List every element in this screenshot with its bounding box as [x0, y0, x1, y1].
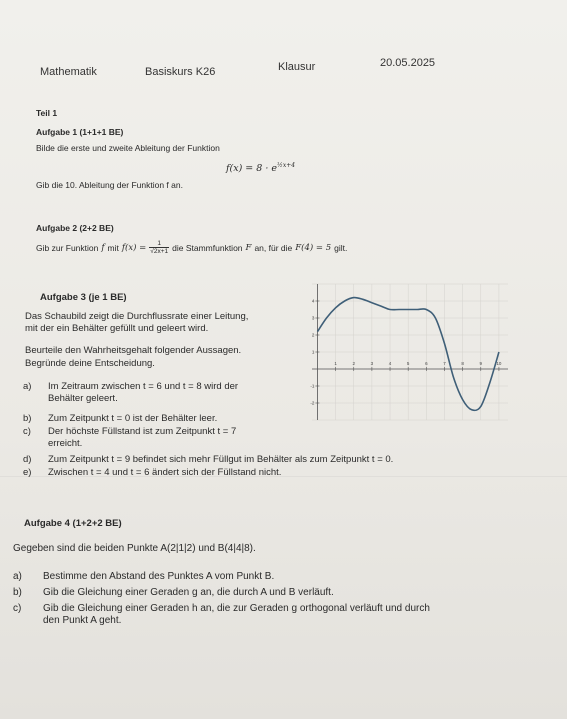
aufgabe2-title: Aufgabe 2 (2+2 BE) [36, 223, 114, 233]
x-tick-label: 7 [443, 361, 446, 366]
aufgabe3-item-label: d) [23, 454, 32, 465]
aufgabe3-item-text: Zwischen t = 4 und t = 6 ändert sich der Füllstand nicht. [48, 467, 282, 478]
aufgabe3-item-text: Zum Zeitpunkt t = 0 ist der Behälter leer. [48, 413, 218, 424]
aufgabe3-item-text: Der höchste Füllstand ist zum Zeitpunkt t = 7 [48, 426, 237, 437]
aufgabe3-intro1: Das Schaubild zeigt die Durchflussrate einer Leitung, [25, 311, 249, 322]
flow-rate-chart [300, 280, 520, 425]
aufgabe3-item-text: erreicht. [48, 438, 83, 449]
x-tick-label: 6 [425, 361, 428, 366]
aufgabe3-task2: Begründe deine Entscheidung. [25, 358, 155, 369]
x-tick-label: 10 [496, 361, 502, 366]
x-tick-label: 2 [352, 361, 355, 366]
aufgabe3-item-label: e) [23, 467, 32, 478]
aufgabe3-task1: Beurteile den Wahrheitsgehalt folgender Aussagen. [25, 345, 242, 356]
aufgabe3-item-label: b) [23, 413, 32, 424]
y-tick-label: 1 [311, 349, 315, 355]
aufgabe4-item-text: Bestimme den Abstand des Punktes A vom Punkt B. [43, 571, 275, 582]
aufgabe3-item-text: Zum Zeitpunkt t = 9 befindet sich mehr Füllgut im Behälter als zum Zeitpunkt t = 0. [48, 454, 394, 465]
x-tick-label: 3 [370, 361, 374, 366]
aufgabe4-item-label: c) [13, 603, 22, 614]
aufgabe3-intro2: mit der ein Behälter gefüllt und geleert wird. [25, 323, 209, 334]
aufgabe2-text: Gib zur Funktion f mit f(x) = $\frac{1}{√2x+1}$ die Stammfunktion F an, für die F(4) = 5 gilt. [36, 240, 348, 255]
header-course: Basiskurs K26 [145, 66, 216, 78]
y-tick-label: 2 [311, 332, 315, 338]
aufgabe4-item-label: b) [13, 587, 22, 598]
y-tick-label: 3 [311, 315, 315, 321]
aufgabe3-item-label: c) [23, 426, 31, 437]
y-tick-label: 4 [311, 298, 315, 304]
aufgabe4-item-text: Gib die Gleichung einer Geraden h an, die zur Geraden g orthogonal verläuft und durch [43, 603, 430, 614]
teil-heading: Teil 1 [36, 108, 58, 118]
aufgabe3-item-label: a) [23, 381, 32, 392]
header-subject: Mathematik [40, 66, 97, 78]
aufgabe2-fraction: $\frac{1}{√2x+1}$ [150, 240, 169, 255]
x-tick-label: 9 [479, 361, 483, 366]
aufgabe1-line1: Bilde die erste und zweite Ableitung der Funktion [36, 143, 220, 153]
aufgabe3-item-text: Im Zeitraum zwischen t = 6 und t = 8 wird der [48, 381, 239, 392]
y-tick-label: -1 [310, 383, 315, 389]
aufgabe4-item-text: Gib die Gleichung einer Geraden g an, die durch A und B verläuft. [43, 587, 334, 598]
aufgabe1-formula: $f(x) = 8 \cdot e^{\frac{1}{2}x+4}$ [226, 162, 296, 175]
aufgabe1-line2: Gib die 10. Ableitung der Funktion f an. [36, 180, 183, 190]
y-tick-label: -2 [310, 400, 315, 406]
aufgabe4-item-label: a) [13, 571, 22, 582]
aufgabe4-intro: Gegeben sind die beiden Punkte A(2|1|2) und B(4|4|8). [13, 543, 256, 554]
header-date: 20.05.2025 [380, 57, 436, 69]
aufgabe3-title: Aufgabe 3 (je 1 BE) [40, 292, 127, 303]
aufgabe3-item-text: Behälter geleert. [48, 393, 118, 404]
aufgabe1-title: Aufgabe 1 (1+1+1 BE) [36, 127, 124, 137]
x-tick-label: 1 [334, 361, 337, 366]
x-tick-label: 8 [461, 361, 464, 366]
x-tick-label: 5 [406, 361, 410, 366]
aufgabe4-title: Aufgabe 4 (1+2+2 BE) [24, 518, 122, 529]
x-tick-label: 4 [388, 361, 392, 366]
header-type: Klausur [278, 61, 316, 73]
aufgabe4-item-text: den Punkt A geht. [43, 615, 122, 626]
